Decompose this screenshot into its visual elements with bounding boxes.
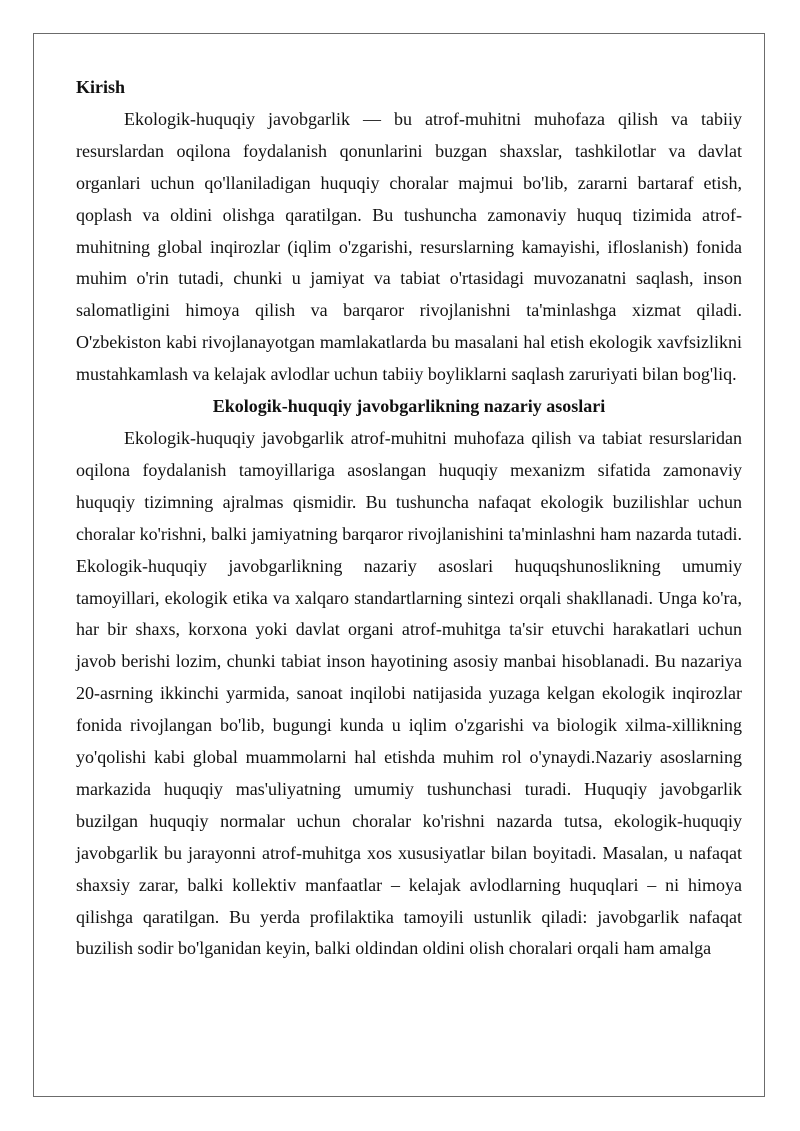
section-heading: Ekologik-huquqiy javobgarlikning nazariy asoslari <box>212 396 606 417</box>
intro-paragraph: Ekologik-huquqiy javobgarlik — bu atrof-muhitni muhofaza qilish va tabiiy resurslardan oqilona foydalanish qonunlarini buzgan shaxslar, tashkilotlar va davlat organlari uchun qo'llaniladigan huquqiy choralar majmui bo'lib, zararni bartaraf etish, qoplash va oldini olishga qaratilgan. Bu tushuncha zamonaviy huquq tizimida atrof-muhitning global inqirozlar (iqlim o'zgarishi, resurslarning kamayishi, ifloslanish) fonida muhim o'rin tutadi, chunki u jamiyat va tabiat o'rtasidagi muvozanatni saqlash, inson salomatligini himoya qilish va barqaror rivojlanishni ta'minlashga xizmat qiladi. O'zbekiston kabi rivojlanayotgan mamlakatlarda bu masalani hal etish ekologik xavfsizlikni mustahkamlash va kelajak avlodlar uchun tabiiy boyliklarni saqlash zaruriyati bilan bog'liq. <box>76 108 742 385</box>
intro-heading: Kirish <box>76 77 126 97</box>
document-body <box>76 72 742 965</box>
section-paragraph: Ekologik-huquqiy javobgarlik atrof-muhitni muhofaza qilish va tabiat resurslaridan oqilona foydalanish tamoyillariga asoslangan huquqiy mexanizm sifatida zamonaviy huquqiy tizimning ajralmas qismidir. Bu tushuncha nafaqat ekologik buzilishlar uchun choralar ko'rishni, balki jamiyatning barqaror rivojlanishini ta'minlashni ham nazarda tutadi. Ekologik-huquqiy javobgarlikning nazariy asoslari huquqshunoslikning umumiy tamoyillari, ekologik etika va xalqaro standartlarning sintezi orqali shakllanadi. Unga ko'ra, har bir shaxs, korxona yoki davlat organi atrof-muhitga ta'sir etuvchi harakatlari uchun javob berishi lozim, chunki tabiat inson hayotining asosiy manbai hisoblanadi. Bu nazariya 20-asrning ikkinchi yarmida, sanoat inqilobi natijasida yuzaga kelgan ekologik inqirozlar fonida rivojlangan bo'lib, bugungi kunda u iqlim o'zgarishi va biologik xilma-xillikning yo'qolishi kabi global muammolarni hal etishda muhim rol o'ynaydi.Nazariy asoslarning markazida huquqiy mas'uliyatning umumiy tushunchasi turadi. Huquqiy javobgarlik buzilgan huquqiy normalar uchun choralar ko'rishni nazarda tutsa, ekologik-huquqiy javobgarlik bu jarayonni atrof-muhitga xos xususiyatlar bilan boyitadi. Masalan, u nafaqat shaxsiy zarar, balki kollektiv manfaatlar – kelajak avlodlarning huquqlari – ni himoya qilishga qaratilgan. Bu yerda profilaktika tamoyili ustunlik qiladi: javobgarlik nafaqat buzilish sodir bo'lganidan keyin, balki oldindan oldini olish choralari orqali ham amalga <box>76 427 742 959</box>
